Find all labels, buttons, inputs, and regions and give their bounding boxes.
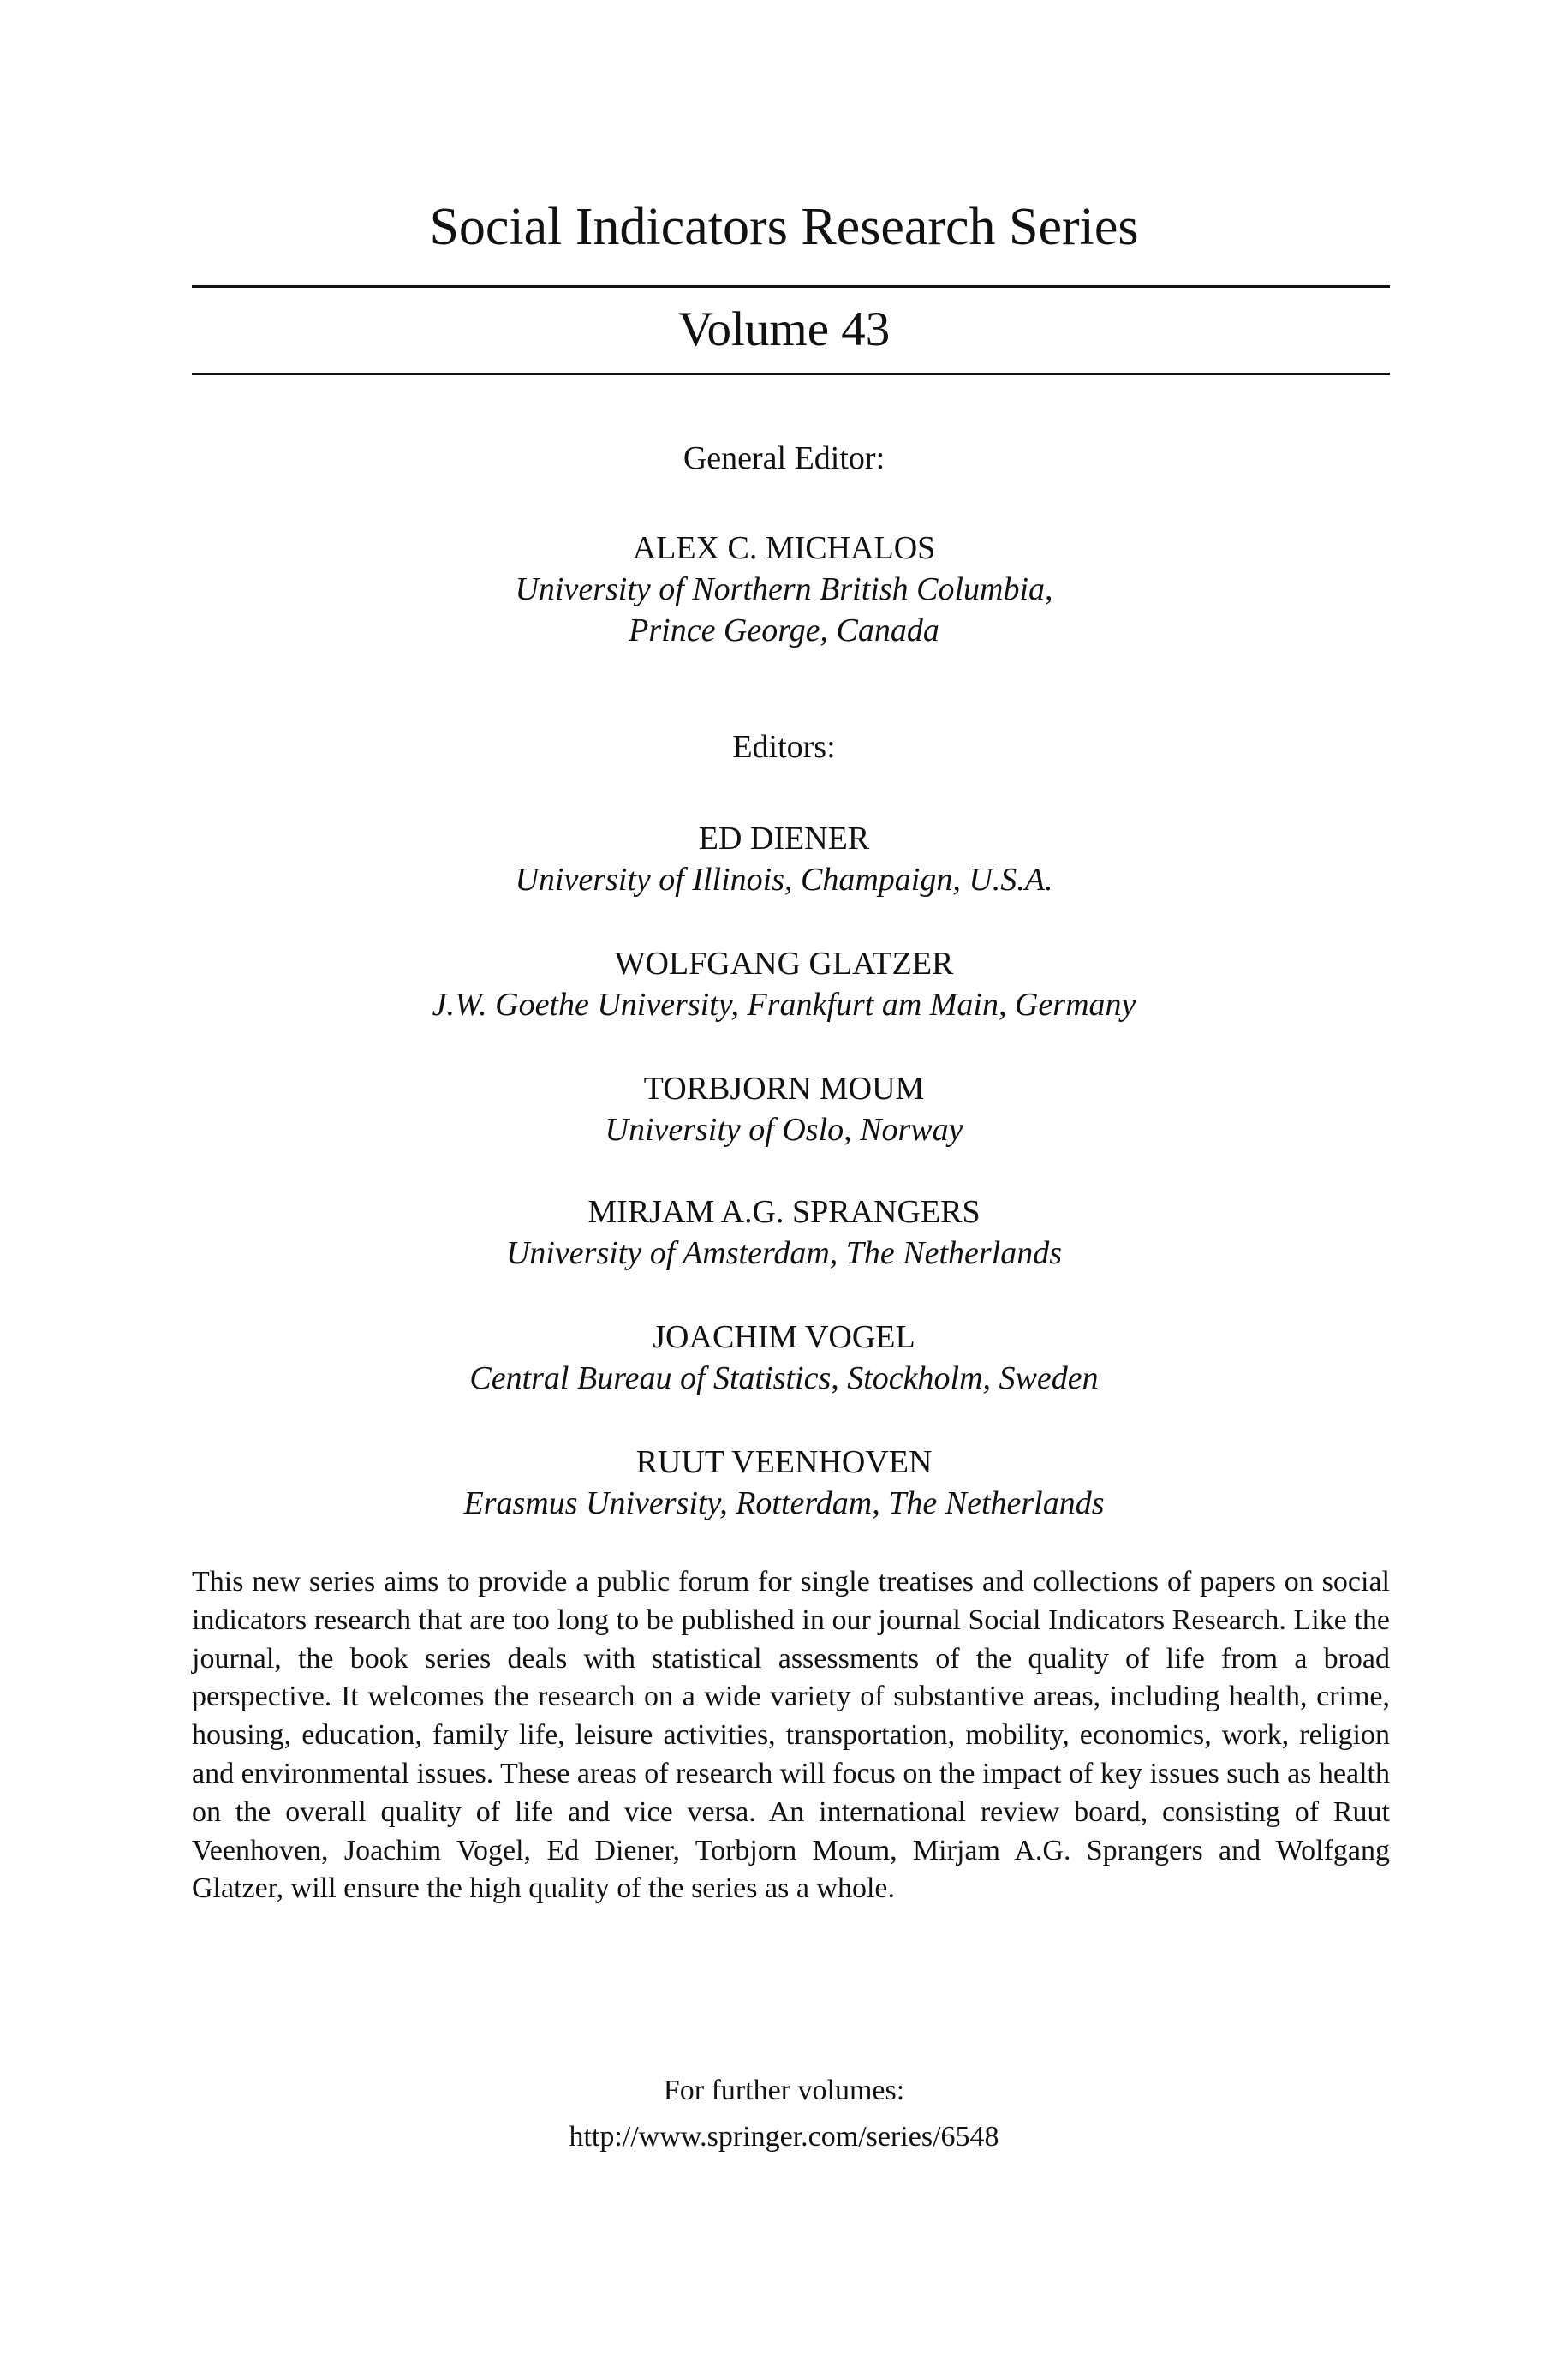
title-rule-bottom	[192, 373, 1390, 375]
editor-entry	[0, 1317, 1568, 1399]
general-editor-block	[0, 528, 1568, 651]
editors-label: Editors:	[732, 729, 836, 765]
editor-name: ED DIENER	[698, 821, 870, 857]
editor-entry	[0, 1068, 1568, 1150]
editor-name: RUUT VEENHOVEN	[635, 1444, 933, 1480]
editor-entry	[0, 1442, 1568, 1524]
editor-affiliation: J.W. Goethe University, Frankfurt am Main, Germany	[432, 987, 1136, 1023]
editor-entry	[0, 943, 1568, 1025]
editor-name: WOLFGANG GLATZER	[614, 946, 954, 982]
title-rule-top	[192, 285, 1390, 288]
editor-affiliation: University of Oslo, Norway	[605, 1112, 963, 1148]
editor-affiliation: Central Bureau of Statistics, Stockholm, Sweden	[469, 1360, 1099, 1396]
editor-entry	[0, 1191, 1568, 1274]
volume-number: Volume 43	[677, 302, 891, 356]
editor-affiliation: University of Illinois, Champaign, U.S.A.	[515, 862, 1053, 898]
general-editor-affiliation-line2: Prince George, Canada	[629, 612, 939, 648]
series-title: Social Indicators Research Series	[429, 198, 1139, 256]
editors-heading	[0, 726, 1568, 767]
editor-name: TORBJORN MOUM	[643, 1071, 925, 1107]
further-volumes-label: For further volumes:	[663, 2075, 905, 2106]
editor-entry	[0, 818, 1568, 900]
editor-affiliation: Erasmus University, Rotterdam, The Netherlands	[463, 1485, 1105, 1521]
general-editor-name: ALEX C. MICHALOS	[632, 530, 936, 566]
editor-name: MIRJAM A.G. SPRANGERS	[587, 1194, 981, 1230]
general-editor-label: General Editor:	[683, 440, 885, 476]
further-volumes	[0, 2068, 1568, 2160]
editor-affiliation: University of Amsterdam, The Netherlands	[505, 1235, 1063, 1271]
editor-name: JOACHIM VOGEL	[653, 1319, 915, 1355]
general-editor-heading	[0, 438, 1568, 479]
general-editor-affiliation-line1: University of Northern British Columbia,	[515, 571, 1053, 607]
series-description: This new series aims to provide a public forum for single treatises and collections of papers on social indicators research that are too long to be published in our journal Social Indicators Research. Like the journal, the book series deals with statistical assessments of the quality of life from a broad perspective. It welcomes the research on a wide variety of substantive areas, including health, crime, housing, education, family life, leisure activities, transportation, mobility, economics, work, religion and environmental issues. These areas of research will focus on the impact of key issues such as health on the overall quality of life and vice versa. An international review board, consisting of Ruut Veenhoven, Joachim Vogel, Ed Diener, Torbjorn Moum, Mirjam A.G. Sprangers and Wolfgang Glatzer, will ensure the high quality of the series as a whole.	[192, 1566, 1390, 1905]
series-url: http://www.springer.com/series/6548	[569, 2121, 999, 2153]
